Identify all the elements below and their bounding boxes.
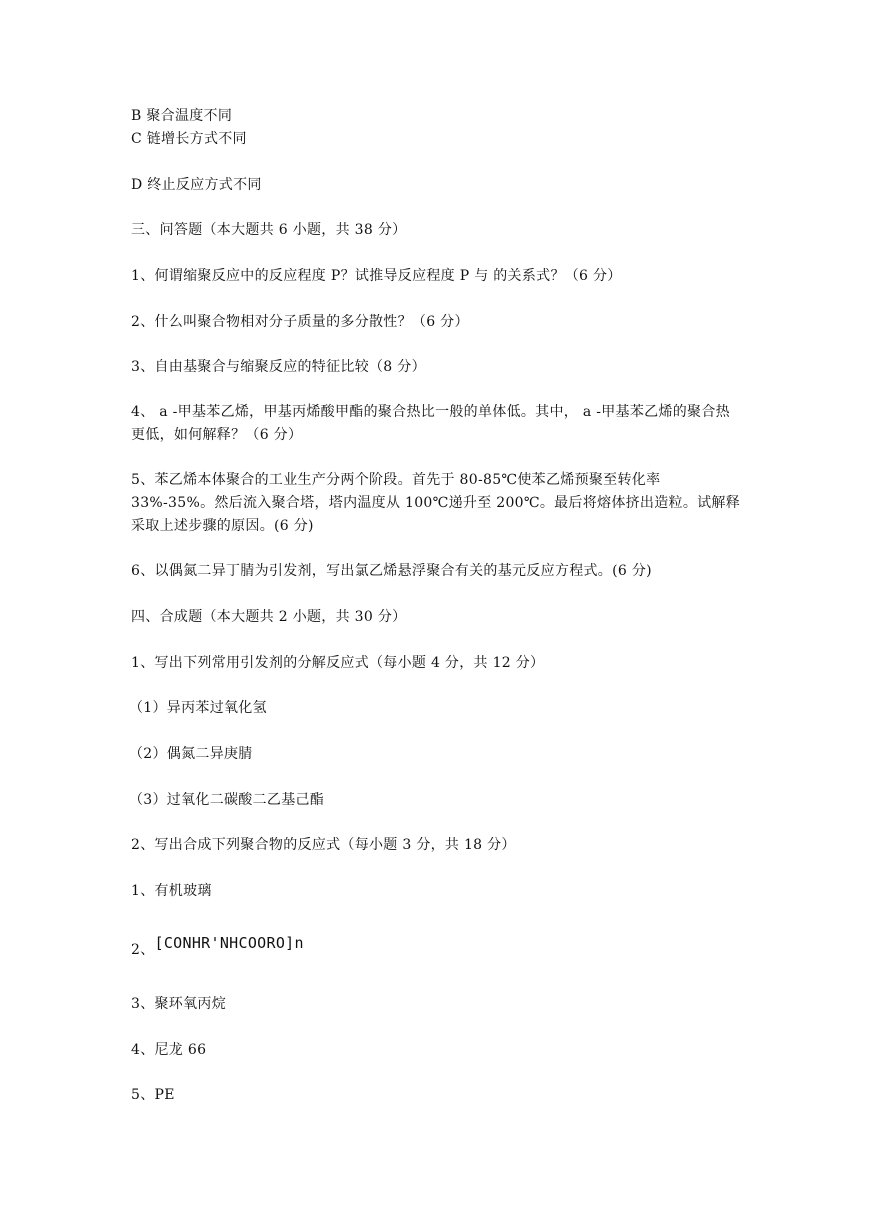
option-d: D 终止反应方式不同 [131, 177, 262, 193]
section3-question-6: 6、以偶氮二异丁腈为引发剂，写出氯乙烯悬浮聚合有关的基元反应方程式。(6 分) [131, 563, 652, 579]
polymer-item-2-formula: [CONHR'NHCOORO]n [154, 934, 304, 952]
polymer-item-1: 1、有机玻璃 [131, 883, 212, 899]
initiator-item-1: （1）异丙苯过氧化氢 [129, 700, 267, 716]
section3-question-4: 4、 a -甲基苯乙烯，甲基丙烯酸甲酯的聚合热比一般的单体低。其中， a -甲基苯乙烯的聚合热更低，如何解释？（6 分） [131, 404, 730, 443]
option-b: B 聚合温度不同 [131, 108, 233, 124]
section3-question-3: 3、自由基聚合与缩聚反应的特征比较（8 分） [131, 359, 426, 375]
section4-heading: 四、合成题（本大题共 2 小题，共 30 分） [131, 609, 407, 625]
initiator-item-3: （3）过氧化二碳酸二乙基己酯 [129, 792, 325, 808]
option-c: C 链增长方式不同 [131, 131, 247, 147]
section4-question-2: 2、写出合成下列聚合物的反应式（每小题 3 分，共 18 分） [131, 837, 516, 853]
initiator-item-2: （2）偶氮二异庚腈 [129, 746, 253, 762]
polymer-item-2-prefix: 2、 [131, 942, 155, 958]
polymer-item-2 [131, 934, 304, 958]
polymer-item-3: 3、聚环氧丙烷 [131, 996, 227, 1012]
polymer-item-5: 5、PE [131, 1087, 175, 1103]
section3-question-1: 1、何谓缩聚反应中的反应程度 P？试推导反应程度 P 与 的关系式？（6 分） [131, 268, 622, 284]
section4-question-1: 1、写出下列常用引发剂的分解反应式（每小题 4 分，共 12 分） [131, 655, 545, 671]
section3-question-2: 2、什么叫聚合物相对分子质量的多分散性？（6 分） [131, 314, 469, 330]
section3-heading: 三、问答题（本大题共 6 小题，共 38 分） [131, 222, 407, 238]
section3-question-5: 5、苯乙烯本体聚合的工业生产分两个阶段。首先于 80-85℃使苯乙烯预聚至转化率 33%-35%。然后流入聚合塔，塔内温度从 100℃递升至 200℃。最后将熔体挤出造粒。试解释采取上述步骤的原因。(6 分) [131, 472, 741, 534]
polymer-item-4: 4、尼龙 66 [131, 1042, 207, 1058]
